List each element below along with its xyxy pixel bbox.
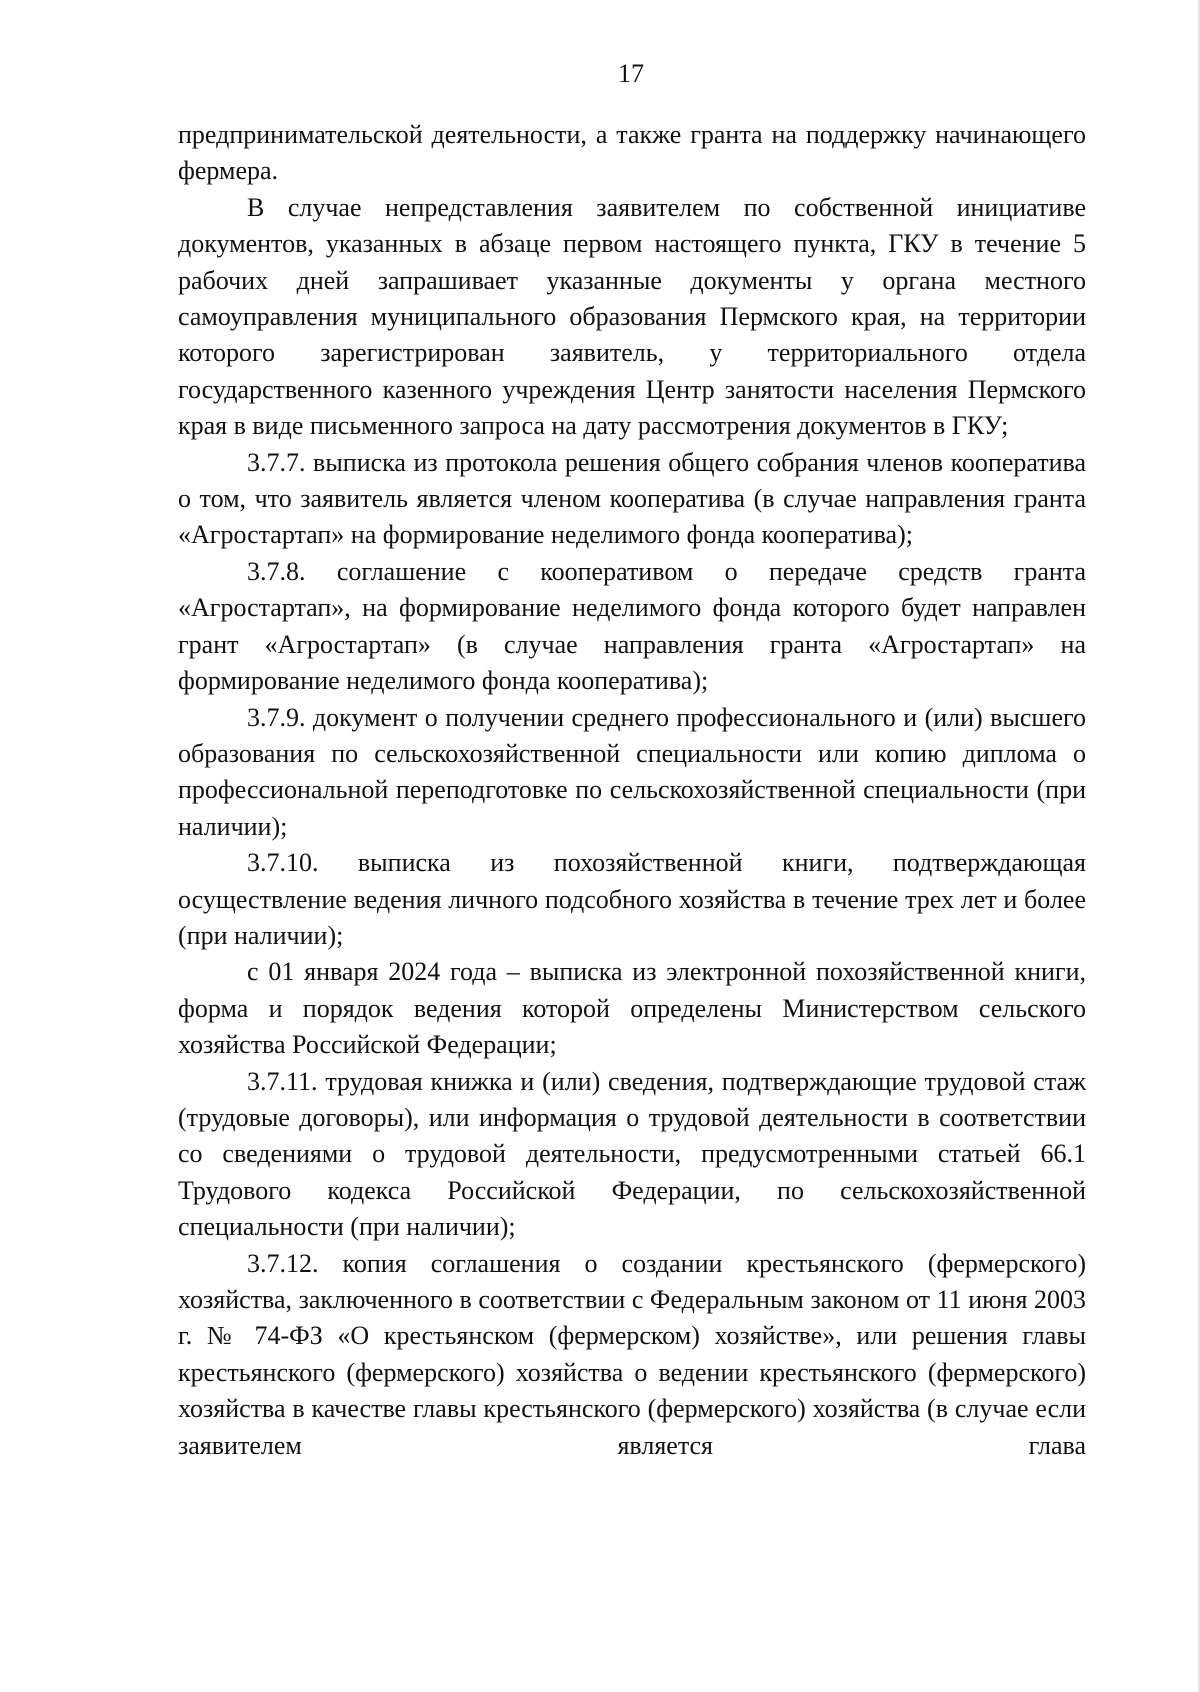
paragraph-3-7-12: 3.7.12. копия соглашения о создании крестьянского (фермерского) хозяйства, заключенного в соответствии с Федеральным законом от 11 июня 2003 г. № 74-ФЗ «О крестьянском (фермерском) хозяйстве», или решения главы крестьянского (фермерского) хозяйства о ведении крестьянского (фермерского) хозяйства в качестве главы крестьянского (фермерского) хозяйства (в случае если заявителем является глава (178, 1248, 1086, 1460)
paragraph-continuation: предпринимательской деятельности, а также гранта на поддержку начинающего фермера. (178, 120, 1086, 186)
paragraph-3-7-9: 3.7.9. документ о получении среднего профессионального и (или) высшего образования по сельскохозяйственной специальности или копию диплома о профессиональной переподготовке по сельскохозяйственной специальности (при наличии); (178, 702, 1086, 841)
paragraph-3-7-11: 3.7.11. трудовая книжка и (или) сведения, подтверждающие трудовой стаж (трудовые договоры), или информация о трудовой деятельности в соответствии со сведениями о трудовой деятельности, предусмотренными статьей 66.1 Трудового кодекса Российской Федерации, по сельскохозяйственной специальности (при наличии); (178, 1066, 1086, 1242)
document-body (178, 117, 1086, 1464)
paragraph-3-7-8: 3.7.8. соглашение с кооперативом о передаче средств гранта «Агростартап», на формирование неделимого фонда которого будет направлен грант «Агростартап» (в случае направления гранта «Агростартап» на формирование неделимого фонда кооператива); (178, 556, 1086, 696)
paragraph-3-7-7: 3.7.7. выписка из протокола решения общего собрания членов кооператива о том, что заявитель является членом кооператива (в случае направления гранта «Агростартап» на формирование неделимого фонда кооператива); (178, 447, 1086, 550)
paragraph-document-request: В случае непредставления заявителем по собственной инициативе документов, указанных в абзаце первом настоящего пункта, ГКУ в течение 5 рабочих дней запрашивает указанные документы у органа местного самоуправления муниципального образования Пермского края, на территории которого зарегистрирован заявитель, у территориального отдела государственного казенного учреждения Центр занятости населения Пермского края в виде письменного запроса на дату рассмотрения документов в ГКУ; (178, 192, 1086, 441)
page-number: 17 (618, 59, 644, 88)
paragraph-electronic-book: с 01 января 2024 года – выписка из электронной похозяйственной книги, форма и порядок ведения которой определены Министерством сельского хозяйства Российской Федерации; (178, 957, 1086, 1060)
paragraph-3-7-10: 3.7.10. выписка из похозяйственной книги, подтверждающая осуществление ведения личного подсобного хозяйства в течение трех лет и более (при наличии); (178, 848, 1086, 950)
